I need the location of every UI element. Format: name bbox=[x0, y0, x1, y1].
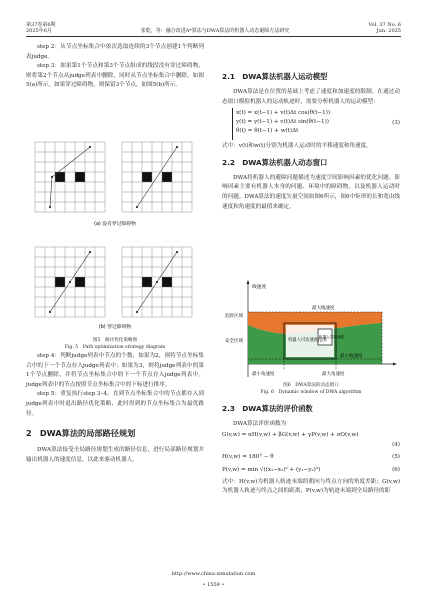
paragraph: step 5：重复执行step 3–4，直到节点坐标集合中的节点都存入到judge列表中时退出路径优化策略，此时得到的节点坐标集合为最优路径。 bbox=[26, 391, 204, 417]
path-node bbox=[156, 281, 158, 283]
left-column bbox=[26, 40, 204, 91]
paragraph: step 2：从节点坐标集合中依次选取连续的3个节点创建1个判断列表judge。 bbox=[26, 44, 204, 60]
equation-4: G(v,w) = αH(v,w) + βG(v,w) + γP(v,w) + σO(v,w) (4) bbox=[222, 431, 400, 448]
obstacle-cell bbox=[75, 172, 85, 182]
section-2-1-title: 2.1 DWA算法机器人运动模型 bbox=[222, 72, 328, 81]
paragraph: step 3：如果第1个节点和第3个节点组成的线段没有穿过障碍物，则将第2个节点从judge列表中删除，同时从节点坐标集合中删除。如图5(a)所示。如果穿过障碍物，则保留3个节点，如图5(b)所示。 bbox=[26, 63, 204, 89]
obstacle-cell bbox=[162, 172, 172, 182]
right-column-lower bbox=[222, 404, 400, 497]
obstacle-cell bbox=[142, 172, 152, 182]
path-node bbox=[51, 176, 53, 178]
y-axis-arrow bbox=[247, 280, 250, 284]
min-linear-label: 最小线速度 bbox=[340, 354, 363, 359]
paragraph: DWA算法接受全局路径规划生成的路径信息，进行局部路径规划并输出机器人的速度信息，以此来驱动机器人。 bbox=[26, 447, 204, 463]
path-node bbox=[136, 311, 138, 313]
paragraph: DWA算法评价函数为 bbox=[233, 421, 287, 427]
figure-6-dynamic-window bbox=[222, 279, 400, 381]
section-2-title: 2 DWA算法的局部路径规划 bbox=[26, 428, 136, 439]
x-axis-arrow bbox=[393, 363, 397, 366]
fig5b-left-grid bbox=[35, 247, 105, 317]
path-node bbox=[49, 311, 51, 313]
header-rule bbox=[26, 36, 401, 37]
path-node bbox=[136, 206, 138, 208]
section-2-2-title: 2.2 DWA算法机器人动态窗口 bbox=[222, 157, 328, 167]
paragraph: 式中：v(t)和w(t)分别为机器人运动时的平移速度和角速度。 bbox=[222, 143, 372, 150]
fig5-caption: 图5 路径优化策略图 Fig. 5 Path optimization strategy diagram bbox=[64, 338, 166, 350]
danger-label: 危险区域 bbox=[225, 314, 243, 319]
path-node bbox=[176, 146, 178, 148]
obstacle-cell bbox=[142, 277, 152, 287]
fig5b-right-grid bbox=[122, 247, 192, 317]
equation-6: P(v,w) = min √((x₁−x₂)² + (y₁−y₂)²) (6) bbox=[222, 466, 400, 473]
path-node bbox=[49, 206, 51, 208]
y-axis-label: 线速度 bbox=[252, 285, 267, 290]
actual-velocity-label: 机器人实际速度 bbox=[319, 335, 345, 339]
paragraph: DWA算法是在位置的基础上考虑了速度和加速度的限制。在通过动态窗口模拟机器人的运动轨迹时，需要分析机器人的运动模型： bbox=[222, 89, 400, 105]
path-node bbox=[176, 251, 178, 253]
paragraph: step 4：判断judge列表中节点的个数，如果为2，则将节点坐标集合中的下一个节点存入judge列表中；如果为3，则将judge列表中的第1个节点删除，并将节点坐标集合中的下一个节点存入judge列表中。judge列表中的节点按照节点坐标集合中的下标进行排序。 bbox=[26, 353, 204, 388]
safe-label: 安全区域 bbox=[225, 339, 243, 344]
fig5b-label: (b) 穿过障碍物 bbox=[98, 325, 132, 330]
paragraph: DWA将机器人的避障问题描述为速度空间影响因素的优化问题。影响因素主要有机器人本身的问题、环境中的障碍物，以及机器人运动时的问题。DWA算法的速度矢量空间如图6所示，图6中矩形的长和宽由线速度和角速度的最值来确定。 bbox=[222, 174, 400, 210]
fig6-caption: 图6 DWA算法的动态窗口 Fig. 6 Dynamic window of DWA algorithm bbox=[260, 383, 362, 395]
paragraph: 式中：H(v,w)为机器人轨迹末端的朝向与终点方向的角度差距；G(v,w)为机器人轨迹与终点之间的距离；P(v,w)为轨迹末端到全局路径的距 bbox=[222, 478, 400, 495]
fig5a-label: (a) 没有穿过障碍物 bbox=[94, 222, 136, 227]
obstacle-cell bbox=[162, 277, 172, 287]
left-column-lower bbox=[26, 352, 204, 465]
journal-volume: 第37卷第6期 2025年6月 bbox=[26, 22, 56, 34]
right-column bbox=[222, 40, 400, 212]
obstacle-cell bbox=[55, 277, 65, 287]
section-2-3-title: 2.3 DWA算法的评价函数 bbox=[222, 404, 313, 413]
running-title: 张乾，等：融合改进A*算法与DWA算法的机器人动态避障方法研究 bbox=[140, 28, 290, 34]
figure-5 bbox=[30, 137, 200, 337]
path-node bbox=[89, 146, 91, 148]
max-linear-label: 最大线速度 bbox=[312, 306, 335, 311]
min-angular-label: 最小角速度 bbox=[252, 372, 275, 377]
equation-3: x(t) = x(t−1) + v(t)Δt cos(θ(t−1)) y(t) = y(t−1) + v(t)Δt sin(θ(t−1)) θ(t) = θ(t−1) + w(t)Δt (3) bbox=[232, 108, 400, 140]
journal-url: http://www.china-simulation.com bbox=[171, 571, 256, 577]
page-number: • 1559 • bbox=[202, 582, 225, 588]
obstacle-cell bbox=[75, 277, 85, 287]
max-angular-label: 最大角速度 bbox=[322, 372, 345, 377]
path-node bbox=[69, 281, 71, 283]
journal-volume-en: Vol. 37 No. 6 Jun. 2025 bbox=[368, 22, 401, 34]
fig5a-right-grid bbox=[122, 142, 192, 212]
reachable-label: 机器人可达速度范围 bbox=[288, 338, 327, 343]
fig5a-left-grid bbox=[35, 142, 105, 212]
equation-5: H(v,w) = 180° − θ (5) bbox=[222, 453, 400, 460]
path-node bbox=[89, 251, 91, 253]
